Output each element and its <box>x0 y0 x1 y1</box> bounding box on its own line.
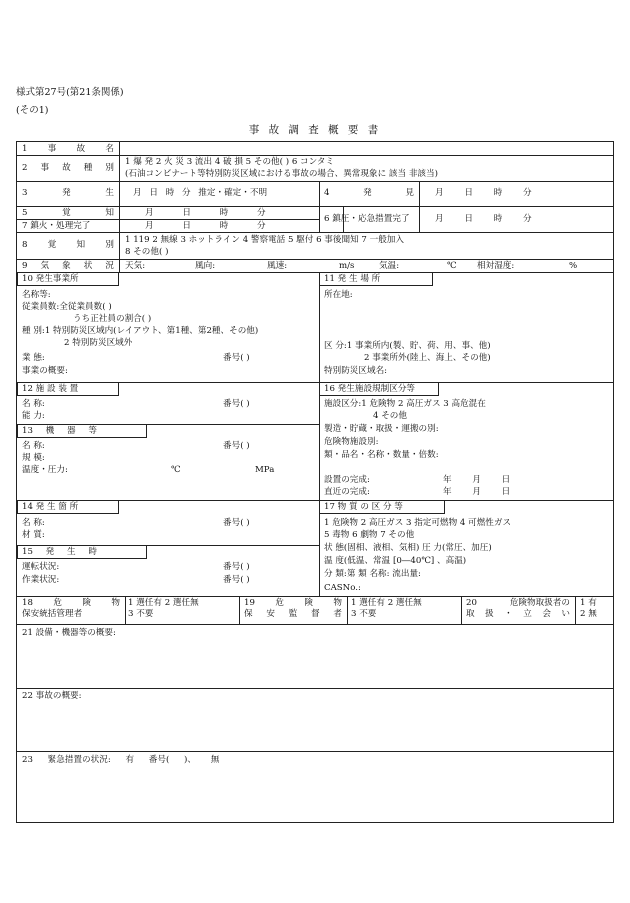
equipment-overview-label: 21 設備・機器等の概要: <box>22 628 116 638</box>
section-11-label: 11 発 生 場 所 <box>324 274 381 284</box>
s16-line: 設置の完成: <box>324 475 370 485</box>
accident-name-label: 1 事 故 名 <box>22 144 114 154</box>
rule <box>17 259 613 260</box>
s19-options: 1 選任有 2 選任無 <box>351 598 422 608</box>
s11-line: 区 分:1 事業所内(製、貯、荷、用、事、他) <box>324 341 491 351</box>
rule <box>347 596 348 624</box>
rule <box>575 596 576 624</box>
rule <box>319 272 320 596</box>
rule <box>319 181 320 232</box>
s17-line: CASNo.: <box>324 583 361 593</box>
page-title: 事 故 調 査 概 要 書 <box>248 124 382 136</box>
rule <box>17 232 613 233</box>
rule <box>419 181 420 232</box>
wind-direction-field: 風向: <box>195 261 216 271</box>
humidity-unit: % <box>569 261 578 271</box>
temperature-field: 気温: <box>379 261 400 271</box>
occurrence-label: 3 発 生 <box>22 188 114 198</box>
s16-line: 直近の完成: <box>324 487 370 497</box>
rule <box>17 155 613 156</box>
section-14-label: 14 発 生 箇 所 <box>22 502 79 512</box>
rule <box>17 181 613 182</box>
form-number: 様式第27号(第21条関係) <box>16 87 124 98</box>
rule <box>17 219 319 220</box>
s17-line: 状 態(固相、液相、気相) 圧 力(常圧、加圧) <box>324 543 492 553</box>
occurrence-value: 月 日 時 分 推定・確定・不明 <box>133 188 268 198</box>
s13-celsius: ℃ <box>171 465 181 475</box>
rule <box>119 142 120 272</box>
s16-line: 製造・貯蔵・取扱・運搬の別: <box>324 424 439 434</box>
s13-line: 名 称: <box>22 441 45 451</box>
rule <box>461 596 462 624</box>
s10-line: 業 態: <box>22 353 45 363</box>
accident-type-label: 2 事 故 種 別 <box>22 163 114 173</box>
s16-line: 類・品名・名称・数量・倍数: <box>324 450 439 460</box>
section-12-label: 12 施 設 装 置 <box>22 384 79 394</box>
discovery-value: 月 日 時 分 <box>435 188 532 198</box>
special-zone-note: (石油コンビナート等特別防災区域における事故の場合、異常現象に 該当 非該当) <box>125 169 438 179</box>
s12-number: 番号( ) <box>223 399 250 409</box>
suppression-value: 月 日 時 分 <box>435 214 532 224</box>
recognition-label: 5 覚 知 <box>22 208 114 218</box>
s15-line: 運転状況: <box>22 562 60 572</box>
s11-line: 所在地: <box>324 290 353 300</box>
s11-line: 2 事業所外(陸上、海上、その他) <box>364 353 491 363</box>
section-17-label: 17 物 質 の 区 分 等 <box>324 502 403 512</box>
s15-line: 作業状況: <box>22 575 60 585</box>
humidity-field: 相対湿度: <box>477 261 515 271</box>
s16-line: 施設区分:1 危険物 2 高圧ガス 3 高危混在 <box>324 399 486 409</box>
recognition-method-other: 8 その他( ) <box>125 247 169 257</box>
s19-options: 3 不要 <box>351 609 377 619</box>
recognition-value: 月 日 時 分 <box>145 208 266 218</box>
s17-line: 1 危険物 2 高圧ガス 3 指定可燃物 4 可燃性ガス <box>324 518 512 528</box>
s10-line: うち正社員の割合( ) <box>73 314 152 324</box>
s13-line: 規 模: <box>22 453 45 463</box>
rule <box>17 624 613 625</box>
rule <box>17 688 613 689</box>
report-form <box>16 141 614 823</box>
wind-speed-unit: m/s <box>339 261 355 271</box>
rule <box>17 596 613 597</box>
s16-date: 年 月 日 <box>443 487 511 497</box>
s15-number: 番号( ) <box>223 575 250 585</box>
suppression-label: 6 鎮圧・応急措置完了 <box>324 214 410 224</box>
wind-speed-field: 風速: <box>267 261 288 271</box>
temperature-unit: ℃ <box>447 261 457 271</box>
s17-line: 5 毒物 6 劇物 7 その他 <box>324 530 415 540</box>
s19-label-line1: 19 危 険 物 <box>244 598 342 608</box>
s14-line: 材 質: <box>22 530 45 540</box>
section-16-label: 16 発生施設規制区分等 <box>324 384 416 394</box>
extinguished-value: 月 日 時 分 <box>145 221 266 231</box>
s19-label-line2: 保 安 監 督 者 <box>244 609 342 619</box>
s20-options: 2 無 <box>580 609 597 619</box>
s20-label-line2: 取 扱 ・ 立 会 い <box>466 609 570 619</box>
s18-options: 3 不要 <box>128 609 154 619</box>
s17-line: 分 類:第 類 名称: 流出量: <box>324 569 421 579</box>
s18-label-line1: 18 危 険 物 <box>22 598 120 608</box>
s10-number: 番号( ) <box>223 353 250 363</box>
sheet-number: (その1) <box>16 105 49 116</box>
s15-number: 番号( ) <box>223 562 250 572</box>
s12-line: 能 力: <box>22 411 45 421</box>
s14-line: 名 称: <box>22 518 45 528</box>
s16-date: 年 月 日 <box>443 475 511 485</box>
s20-label <box>466 598 570 620</box>
section-10-label: 10 発生事業所 <box>22 274 79 284</box>
s13-number: 番号( ) <box>223 441 250 451</box>
s16-line: 危険物施設別: <box>324 437 379 447</box>
rule <box>125 596 126 624</box>
s10-line: 従業員数:全従業員数( ) <box>22 302 112 312</box>
s10-line: 種 別:1 特別防災区域内(レイアウト、第1種、第2種、その他) <box>22 326 259 336</box>
s18-label <box>22 598 120 620</box>
rule <box>17 751 613 752</box>
s13-line: 温度・圧力: <box>22 465 68 475</box>
weather-field: 天気: <box>125 261 146 271</box>
s20-label-line1: 20 危険物取扱者の <box>466 598 570 608</box>
s18-options: 1 選任有 2 選任無 <box>128 598 199 608</box>
s11-line: 特別防災区域名: <box>324 366 388 376</box>
s17-line: 温 度(低温、常温 [0―40℃] 、高温) <box>324 556 467 566</box>
extinguished-label: 7 鎮火・処理完了 <box>22 221 91 231</box>
rule <box>239 596 240 624</box>
s10-line: 事業の概要: <box>22 366 68 376</box>
recognition-method-label: 8 覚 知 別 <box>22 240 114 250</box>
rule <box>17 206 613 207</box>
recognition-method-options: 1 119 2 無線 3 ホットライン 4 警察電話 5 駆付 6 事後聞知 7 一般加入 <box>125 235 404 245</box>
s10-line: 名称等: <box>22 290 51 300</box>
section-13-label: 13 機 器 等 <box>22 426 97 436</box>
accident-type-options: 1 爆 発 2 火 災 3 流出 4 破 損 5 その他( ) 6 コンタミ <box>125 157 335 167</box>
accident-overview-label: 22 事故の概要: <box>22 691 82 701</box>
weather-label: 9 気 象 状 況 <box>22 261 114 271</box>
s19-label <box>244 598 342 620</box>
s10-line: 2 特別防災区域外 <box>64 338 133 348</box>
s16-line: 4 その他 <box>373 411 407 421</box>
s18-label-line2: 保安統括管理者 <box>22 609 83 619</box>
s12-line: 名 称: <box>22 399 45 409</box>
discovery-label: 4 発 見 <box>324 188 414 198</box>
s20-options: 1 有 <box>580 598 597 608</box>
s13-mpa: MPa <box>255 465 275 475</box>
emergency-measures-label: 23 緊急措置の状況: 有 番号( )、 無 <box>22 755 220 765</box>
s14-number: 番号( ) <box>223 518 250 528</box>
section-15-label: 15 発 生 時 <box>22 547 97 557</box>
